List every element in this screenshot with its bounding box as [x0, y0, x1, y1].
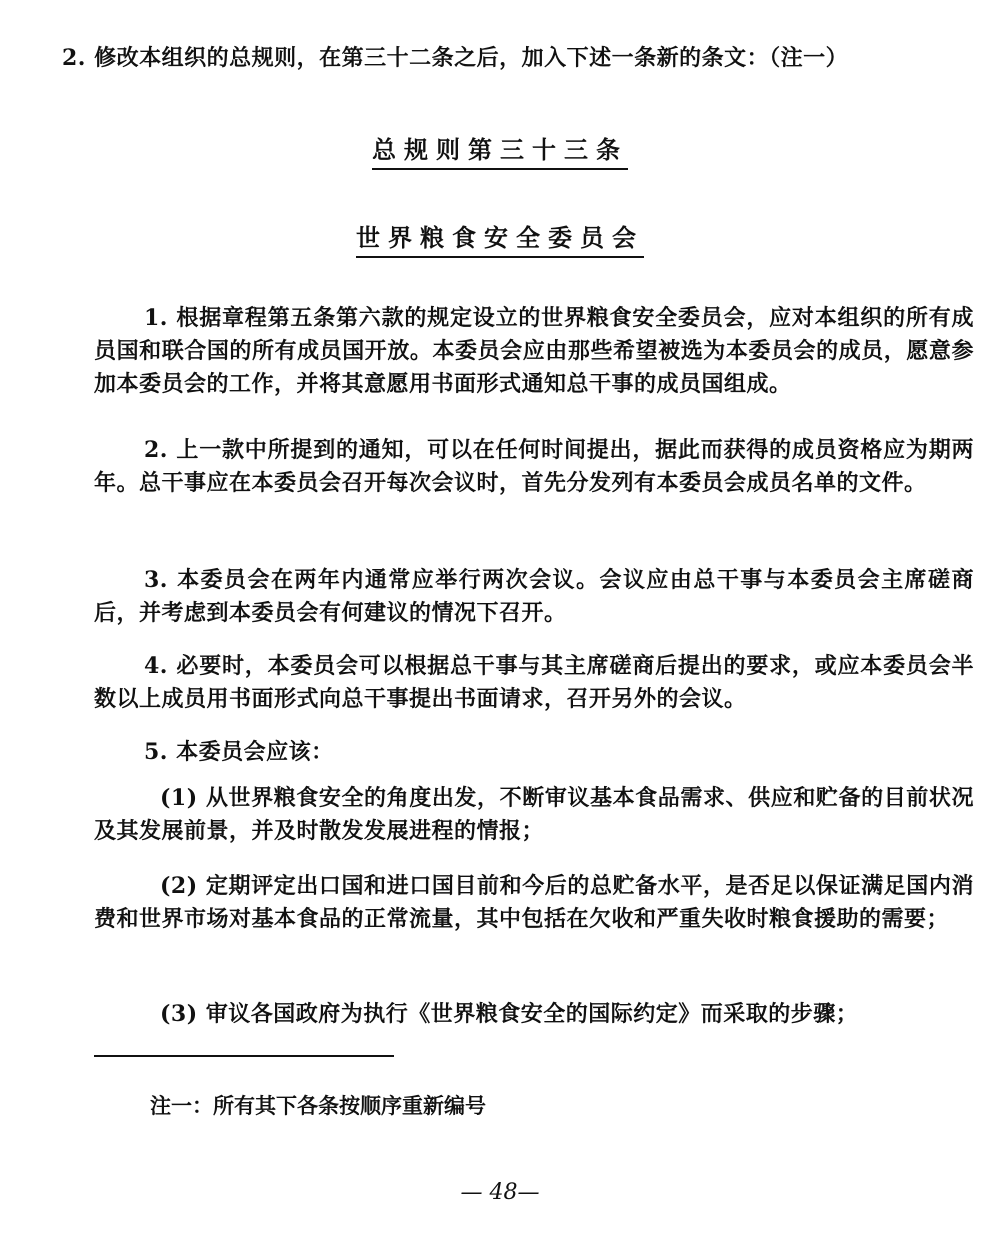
committee-heading — [0, 218, 1000, 253]
subitem-1: (1) 从世界粮食安全的角度出发，不断审议基本食品需求、供应和贮备的目前状况及其发展前景，并及时散发发展进程的情报； — [94, 785, 974, 844]
footnote: 注一：所有其下各条按顺序重新编号 — [150, 1093, 486, 1118]
paragraph-5: 5. 本委员会应该： — [144, 739, 334, 765]
article-heading — [0, 130, 1000, 165]
committee-heading-text: 世界粮食安全委员会 — [356, 223, 644, 258]
intro-text: 2. 修改本组织的总规则，在第三十二条之后，加入下述一条新的条文：（注一） — [62, 45, 849, 71]
page-number: — 48— — [460, 1180, 540, 1205]
subitem-3: (3) 审议各国政府为执行《世界粮食安全的国际约定》而采取的步骤； — [160, 1001, 859, 1027]
subitem-2: (2) 定期评定出口国和进口国目前和今后的总贮备水平，是否足以保证满足国内消费和世界市场对基本食品的正常流量，其中包括在欠收和严重失收时粮食援助的需要； — [94, 873, 974, 932]
paragraph-4: 4. 必要时，本委员会可以根据总干事与其主席磋商后提出的要求，或应本委员会半数以上成员用书面形式向总干事提出书面请求，召开另外的会议。 — [94, 653, 974, 712]
footnote-divider — [94, 1055, 394, 1057]
paragraph-2: 2. 上一款中所提到的通知，可以在任何时间提出，据此而获得的成员资格应为期两年。总干事应在本委员会召开每次会议时，首先分发列有本委员会成员名单的文件。 — [94, 437, 974, 496]
paragraph-1: 1. 根据章程第五条第六款的规定设立的世界粮食安全委员会，应对本组织的所有成员国和联合国的所有成员国开放。本委员会应由那些希望被选为本委员会的成员，愿意参加本委员会的工作，并将其意愿用书面形式通知总干事的成员国组成。 — [94, 305, 974, 397]
article-heading-text: 总规则第三十三条 — [372, 135, 628, 170]
paragraph-3: 3. 本委员会在两年内通常应举行两次会议。会议应由总干事与本委员会主席磋商后，并考虑到本委员会有何建议的情况下召开。 — [94, 567, 974, 626]
